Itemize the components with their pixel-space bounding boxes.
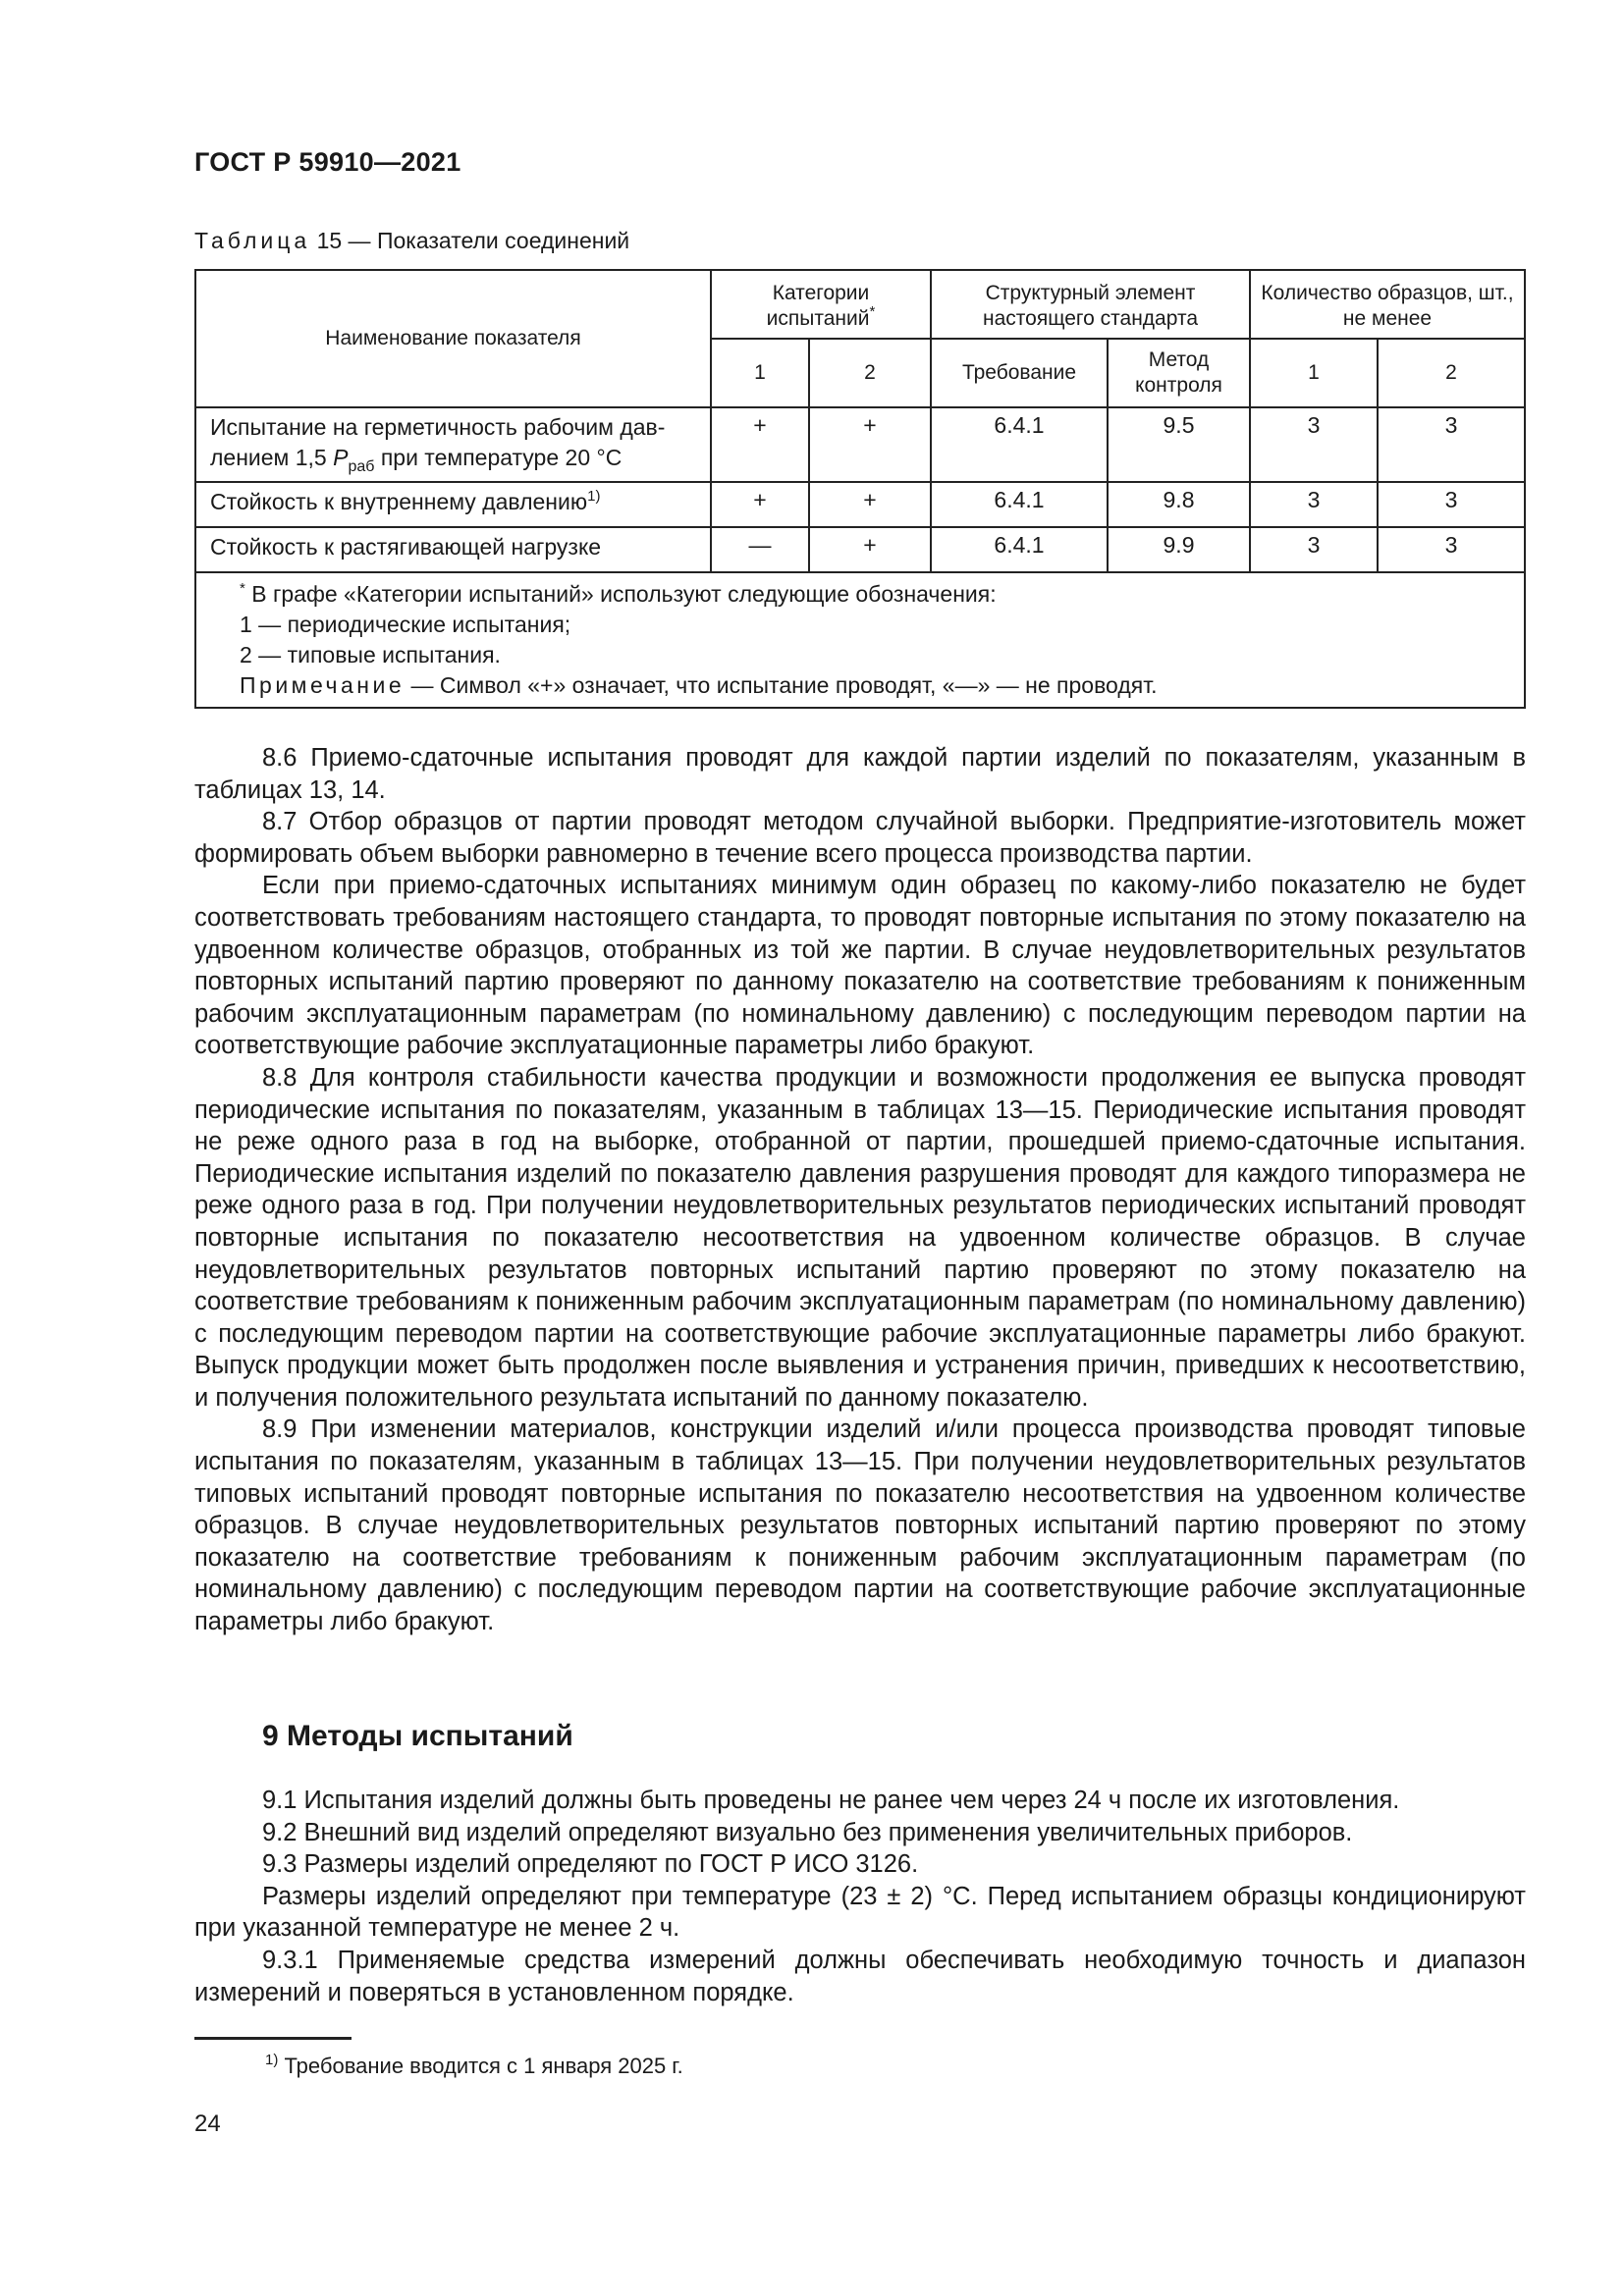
table-caption-title: 15 — Показатели соединений — [316, 228, 630, 253]
header-count-2: 2 — [1378, 339, 1525, 407]
paragraph-9-3: 9.3 Размеры изделий определяют по ГОСТ Р ИСО 3126. — [262, 1850, 919, 1879]
table-row — [195, 527, 1525, 572]
page-number: 24 — [194, 2110, 221, 2137]
row-category-2: + — [809, 482, 931, 527]
row-indicator-name: Испытание на герметичность рабочим дав- лением 1,5 $P_{раб}$ при температуре 20 °С — [195, 407, 711, 482]
row-category-2: + — [809, 407, 931, 482]
header-indicator-name: Наименование показателя — [195, 270, 711, 407]
section-9-text — [194, 1785, 1526, 2008]
row-indicator-name: Стойкость к внутреннему давлению$^{1)}$ — [195, 482, 711, 527]
document-code: ГОСТ Р 59910—2021 — [194, 147, 461, 177]
paragraph-9-1: 9.1 Испытания изделий должны быть проведены не ранее чем через 24 ч после их изготовления. — [262, 1787, 1400, 1814]
header-requirement: Требование — [931, 339, 1108, 407]
row-count-1: 3 — [1250, 527, 1378, 572]
paragraph-9-2: 9.2 Внешний вид изделий определяют визуально без применения увеличительных приборов. — [262, 1818, 1353, 1846]
row-category-1: — — [711, 527, 809, 572]
section-8-text — [194, 742, 1526, 1638]
table-notes — [195, 572, 1525, 708]
paragraph-9-3-cont: Размеры изделий определяют при температуре (23 ± 2) °С. Перед испытанием образцы кондиционируют при указанной температуре не менее 2 ч. — [194, 1882, 1526, 1943]
section-9-title: 9 Методы испытаний — [262, 1720, 573, 1752]
paragraph-8-8: 8.8 Для контроля стабильности качества продукции и возможности продолжения ее выпуска проводят периодические испытания по показателям, указанным в таблицах 13—15. Периодические испытания проводят не реже одного раза в год на выборке, отобранной от партии, прошедшей приемо-сдаточные испытания. Периодические испытания изделий по показателю давления разрушения проводят для каждого типоразмера не реже одного раза в год. При получении неудовлетворительных результатов периодических испытаний проводят повторные испытания по показателю несоответствия на удвоенном количестве образцов. В случае неудовлетворительных результатов повторных испытаний партию проверяют по этому показателю на соответствие требованиям к пониженным рабочим эксплуатационным параметрам (по номинальному давлению) с последующим переводом партии на соответствующие рабочие эксплуатационные параметры либо бракуют. Выпуск продукции может быть продолжен после выявления и устранения причин, приведших к несоответствию, и получения положительного результата испытаний по данному показателю. — [194, 1063, 1526, 1412]
row-control-method: 9.5 — [1108, 407, 1250, 482]
row-requirement: 6.4.1 — [931, 407, 1108, 482]
row-count-2: 3 — [1378, 527, 1525, 572]
header-test-categories: Категории испытаний* — [711, 270, 931, 339]
paragraph-8-9: 8.9 При изменении материалов, конструкции изделий и/или процесса производства проводят типовые испытания по показателям, указанным в таблицах 13—15. При получении неудовлетворительных результатов типовых испытаний проводят повторные испытания по показателю несоответствия на удвоенном количестве образцов. В случае неудовлетворительных результатов повторных испытаний партию проверяют по этому показателю на соответствие требованиям к пониженным рабочим эксплуатационным параметрам (по номинальному давлению) с последующим переводом партии на соответствующие рабочие эксплуатационные параметры либо бракуют. — [194, 1415, 1526, 1636]
note-line-periodic: 1 — периодические испытания; — [240, 612, 571, 637]
row-count-2: 3 — [1378, 482, 1525, 527]
footnote-divider — [194, 2037, 352, 2040]
paragraph-8-6: 8.6 Приемо-сдаточные испытания проводят для каждой партии изделий по показателям, указанным в таблицах 13, 14. — [194, 744, 1526, 804]
header-structural-element: Структурный элемент настоящего стандарта — [931, 270, 1250, 339]
row-count-1: 3 — [1250, 482, 1378, 527]
header-sample-count: Количество образцов, шт., не менее — [1250, 270, 1525, 339]
header-control-method: Метод контроля — [1108, 339, 1250, 407]
note-star-line: * В графе «Категории испытаний» используют следующие обозначения: — [240, 580, 997, 607]
row-indicator-name: Стойкость к растягивающей нагрузке — [195, 527, 711, 572]
table-caption — [194, 228, 629, 254]
row-count-2: 3 — [1378, 407, 1525, 482]
header-category-1: 1 — [711, 339, 809, 407]
row-category-2: + — [809, 527, 931, 572]
row-category-1: + — [711, 482, 809, 527]
row-control-method: 9.8 — [1108, 482, 1250, 527]
row-requirement: 6.4.1 — [931, 527, 1108, 572]
paragraph-8-7: 8.7 Отбор образцов от партии проводят методом случайной выборки. Предприятие-изготовитель может формировать объем выборки равномерно в течение всего процесса производства партии. — [194, 808, 1526, 868]
note-remark: Примечание — Символ «+» означает, что испытание проводят, «—» — не проводят. — [240, 672, 1158, 698]
note-line-type: 2 — типовые испытания. — [240, 642, 501, 667]
paragraph-9-3-1: 9.3.1 Применяемые средства измерений должны обеспечивать необходимую точность и диапазон измерений и поверяться в установленном порядке. — [194, 1946, 1526, 2006]
table-caption-word: Таблица — [194, 228, 311, 253]
table-row — [195, 407, 1525, 482]
indicators-table — [194, 269, 1526, 709]
header-count-1: 1 — [1250, 339, 1378, 407]
row-requirement: 6.4.1 — [931, 482, 1108, 527]
row-category-1: + — [711, 407, 809, 482]
footnote: $^{1)}$ Требование вводится с 1 января 2025 г. — [265, 2052, 683, 2078]
row-count-1: 3 — [1250, 407, 1378, 482]
paragraph-8-7-cont: Если при приемо-сдаточных испытаниях минимум один образец по какому-либо показателю не будет соответствовать требованиям настоящего стандарта, то проводят повторные испытания по этому показателю на удвоенном количестве образцов, отобранных из той же партии. В случае неудовлетворительных результатов повторных испытаний партию проверяют по данному показателю на соответствие требованиям к пониженным рабочим эксплуатационным параметрам (по номинальному давлению) с последующим переводом партии на соответствующие рабочие эксплуатационные параметры либо бракуют. — [194, 872, 1526, 1060]
header-category-2: 2 — [809, 339, 931, 407]
table-row — [195, 482, 1525, 527]
row-control-method: 9.9 — [1108, 527, 1250, 572]
